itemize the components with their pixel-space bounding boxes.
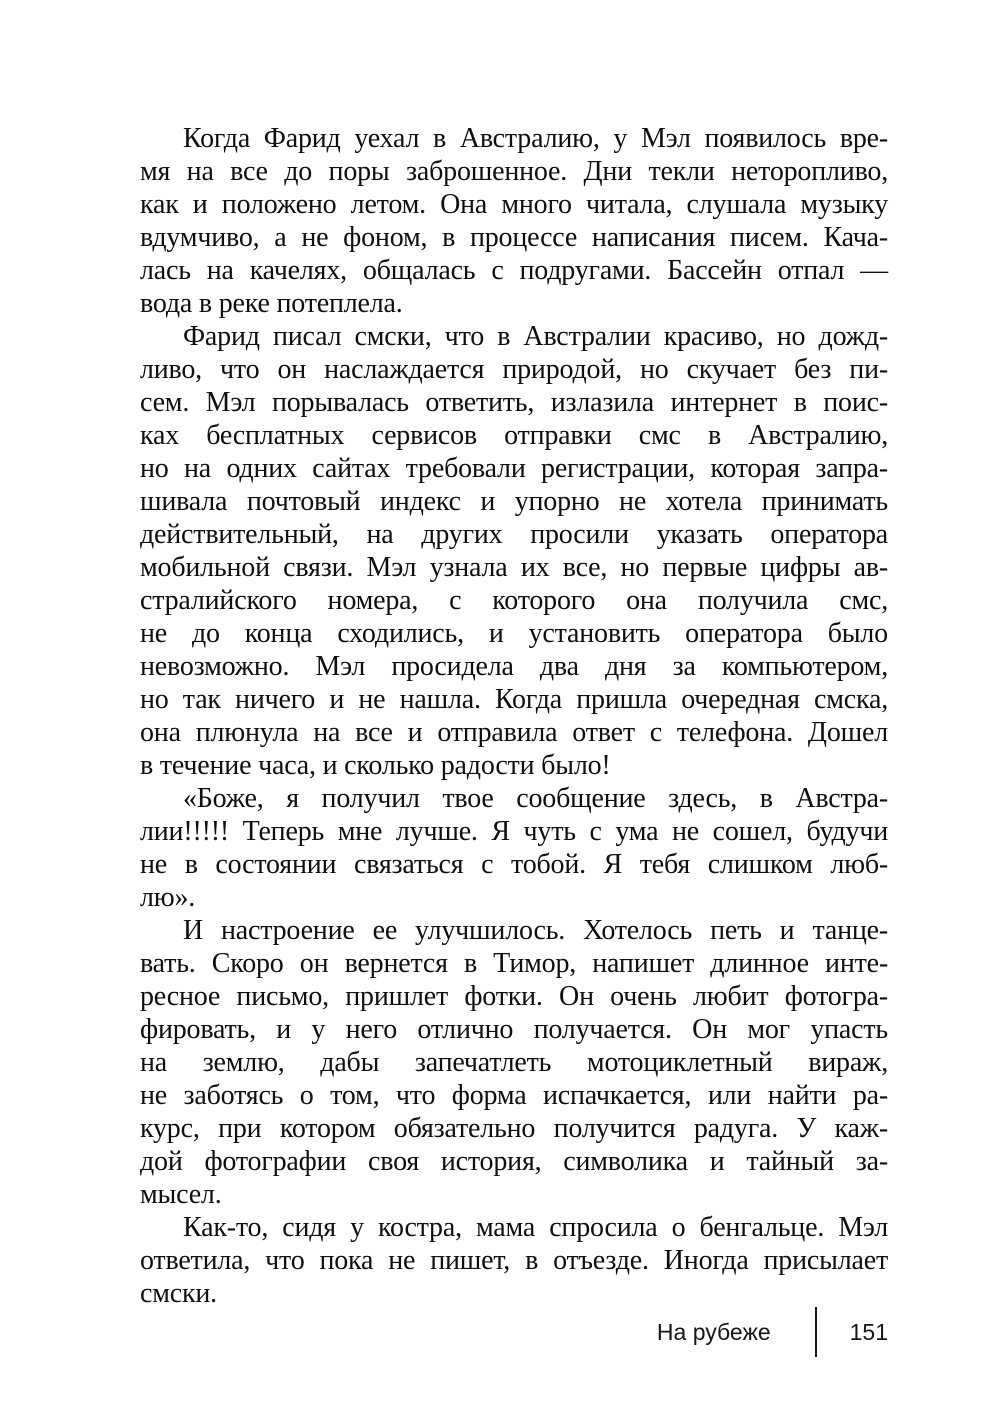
paragraph	[140, 782, 888, 914]
running-title: На рубеже	[656, 1318, 771, 1345]
text-line: лась на качелях, общалась с подругами. Бассейн отпал —	[140, 255, 888, 286]
text-line: фировать, и у него отлично получается. Он мог упасть	[140, 1014, 888, 1045]
text-line: сем. Мэл порывалась ответить, излазила интернет в поис-	[140, 387, 888, 418]
text-line: ресное письмо, пришлет фотки. Он очень любит фотогра-	[140, 981, 888, 1012]
text-line: курс, при котором обязательно получится радуга. У каж-	[140, 1113, 888, 1144]
text-line: Когда Фарид уехал в Австралию, у Мэл появилось вре-	[183, 123, 888, 154]
text-line: невозможно. Мэл просидела два дня за компьютером,	[140, 651, 888, 682]
text-line: как и положено летом. Она много читала, слушала музыку	[140, 189, 888, 220]
text-line: мысел.	[140, 1179, 222, 1210]
text-line: не заботясь о том, что форма испачкается, или найти ра-	[140, 1080, 888, 1111]
text-line: Фарид писал смски, что в Австралии красиво, но дожд-	[183, 321, 888, 352]
paragraph	[140, 122, 888, 320]
text-line: но на одних сайтах требовали регистрации, которая запра-	[140, 453, 888, 484]
text-line: Как-то, сидя у костра, мама спросила о бенгальце. Мэл	[183, 1212, 888, 1243]
paragraph	[140, 320, 888, 782]
text-line: шивала почтовый индекс и упорно не хотела принимать	[140, 486, 888, 517]
paragraph	[140, 1211, 888, 1310]
text-line: ках бесплатных сервисов отправки смс в Австралию,	[140, 420, 888, 451]
footer-divider	[815, 1307, 817, 1357]
text-line: мобильной связи. Мэл узнала их все, но первые цифры ав-	[140, 552, 888, 583]
text-line: мя на все до поры заброшенное. Дни текли неторопливо,	[140, 156, 888, 187]
text-line: вода в реке потеплела.	[140, 288, 403, 319]
page-number: 151	[849, 1318, 888, 1345]
text-line: «Боже, я получил твое сообщение здесь, в Австра-	[183, 783, 888, 814]
text-line: на землю, дабы запечатлеть мотоциклетный вираж,	[140, 1047, 888, 1078]
text-line: не в состоянии связаться с тобой. Я тебя слишком люб-	[140, 849, 888, 880]
text-line: стралийского номера, с которого она получила смс,	[140, 585, 888, 616]
text-line: в течение часа, и сколько радости было!	[140, 750, 611, 781]
text-line: не до конца сходились, и установить оператора было	[140, 618, 888, 649]
text-line: действительный, на других просили указать оператора	[140, 519, 888, 550]
text-line: ответила, что пока не пишет, в отъезде. Иногда присылает	[140, 1245, 888, 1276]
page-text-block	[140, 122, 888, 1310]
text-line: лю».	[140, 882, 196, 913]
text-line: дой фотографии своя история, символика и тайный за-	[140, 1146, 888, 1177]
text-line: лии!!!!! Теперь мне лучше. Я чуть с ума не сошел, будучи	[140, 816, 888, 847]
text-line: но так ничего и не нашла. Когда пришла очередная смска,	[140, 684, 888, 715]
text-line: смски.	[140, 1278, 217, 1309]
page-footer	[657, 1306, 888, 1358]
text-line: она плюнула на все и отправила ответ с телефона. Дошел	[140, 717, 888, 748]
paragraph	[140, 914, 888, 1211]
text-line: вдумчиво, а не фоном, в процессе написания писем. Кача-	[140, 222, 888, 253]
text-line: ливо, что он наслаждается природой, но скучает без пи-	[140, 354, 888, 385]
text-line: вать. Скоро он вернется в Тимор, напишет длинное инте-	[140, 948, 888, 979]
text-line: И настроение ее улучшилось. Хотелось петь и танце-	[183, 915, 888, 946]
